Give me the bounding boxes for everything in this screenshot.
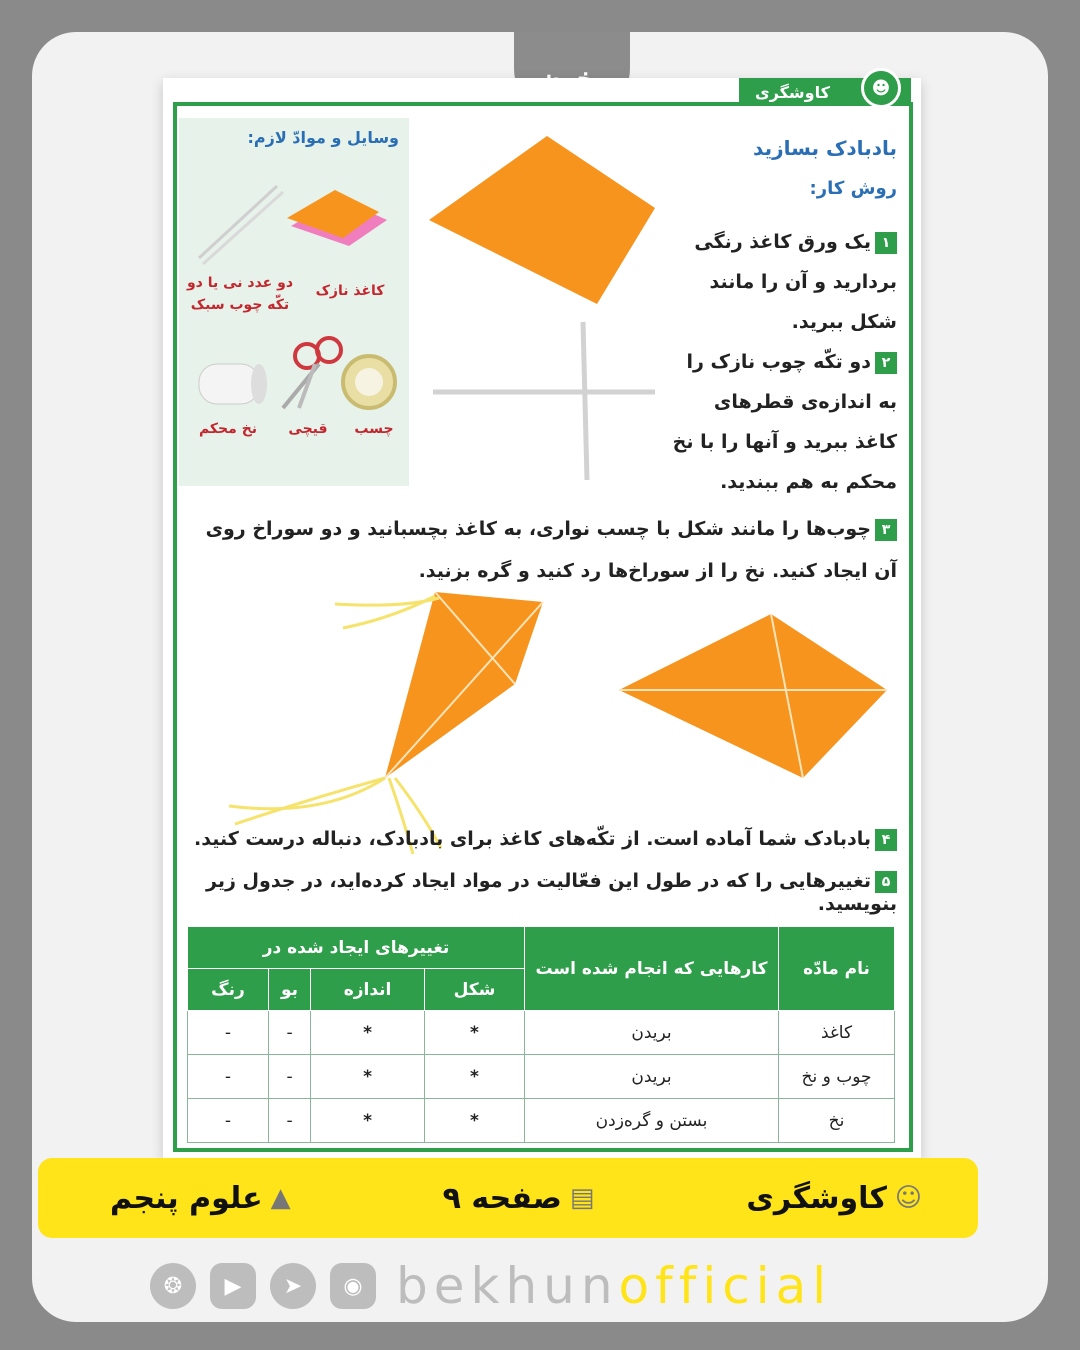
cell-size: * — [311, 1099, 425, 1143]
cell-action: بریدن — [525, 1011, 779, 1055]
step-5-text: تغییرهایی را که در طول این فعّالیت در مواد ایجاد کرده‌اید، در جدول زیر بنویسید. — [206, 870, 897, 915]
cell-size: * — [311, 1011, 425, 1055]
textbook-page — [163, 78, 921, 1158]
thread-spool-icon — [199, 364, 259, 404]
film-reel-icon[interactable]: ❂ — [150, 1263, 196, 1309]
info-subject-label: علوم پنجم — [110, 1180, 263, 1216]
page-border-bottom — [173, 1148, 911, 1152]
materials-title: وسایل و موادّ لازم: — [247, 128, 399, 147]
step-3-text: چوب‌ها را مانند شکل با چسب نواری، به کاغذ بچسبانید و دو سوراخ روی آن ایجاد کنید. نخ را از سوراخ‌ها رد کنید و گره بزنید. — [205, 518, 897, 582]
step-2-number: ۲ — [875, 352, 897, 374]
step-3 — [177, 508, 897, 592]
kite-paper-shape — [429, 136, 655, 304]
activity-title: بادبادک بسازید — [753, 136, 897, 160]
straw-icon — [199, 186, 277, 258]
info-bar — [38, 1158, 978, 1238]
header-smell: بو — [268, 969, 310, 1011]
telegram-icon[interactable]: ➤ — [270, 1263, 316, 1309]
materials-box — [179, 118, 409, 486]
cell-smell: - — [268, 1099, 310, 1143]
kite-string — [335, 598, 439, 605]
table-row — [188, 1099, 895, 1143]
info-page — [443, 1181, 595, 1216]
info-subject — [110, 1181, 291, 1216]
header-shape: شکل — [424, 969, 524, 1011]
scientist-icon: ☻ — [861, 68, 901, 108]
header-actions: کارهایی که انجام شده است — [525, 927, 779, 1011]
header-changes: تغییرهای ایجاد شده در — [188, 927, 525, 969]
cell-shape: * — [424, 1055, 524, 1099]
step-2-text: دو تکّه چوب نازک را به اندازه‌ی قطرهای کاغذ ببرید و آنها را با نخ محکم به هم ببندید. — [672, 351, 897, 493]
scientist-icon: ☺ — [894, 1183, 922, 1213]
step-4-text: بادبادک شما آماده است. از تکّه‌های کاغذ برای بادبادک، دنباله درست کنید. — [194, 828, 871, 850]
section-tab — [739, 78, 911, 106]
brand-name-part2: official — [618, 1257, 833, 1315]
step-1 — [667, 222, 897, 342]
info-page-label: صفحه ۹ — [442, 1180, 562, 1216]
label-paper: کاغذ نازک — [315, 283, 385, 299]
finished-kite — [385, 592, 543, 778]
cell-material: نخ — [779, 1099, 895, 1143]
cell-shape: * — [424, 1099, 524, 1143]
method-heading: روش کار: — [809, 178, 897, 199]
step-5-number: ۵ — [875, 871, 897, 893]
label-glue: چسب — [354, 421, 394, 437]
brand-name — [396, 1257, 832, 1315]
table-row — [188, 1055, 895, 1099]
brand-name-part1: bekhun — [396, 1257, 619, 1315]
cell-size: * — [311, 1055, 425, 1099]
table-row — [188, 1011, 895, 1055]
step-2 — [667, 342, 897, 502]
footer — [150, 1256, 910, 1316]
cell-color: - — [188, 1055, 269, 1099]
section-tab-label: کاوشگری — [755, 82, 830, 102]
kite-tail — [235, 778, 385, 824]
step-5 — [177, 870, 897, 915]
cell-shape: * — [424, 1011, 524, 1055]
header-color: رنگ — [188, 969, 269, 1011]
step-1-number: ۱ — [875, 232, 897, 254]
label-thread: نخ محکم — [198, 421, 258, 437]
cell-action: بستن و گره‌زدن — [525, 1099, 779, 1143]
step-4-number: ۴ — [875, 829, 897, 851]
graduation-cap-icon: ▲ — [270, 1183, 291, 1213]
info-section-label: کاوشگری — [746, 1180, 887, 1216]
cell-material: کاغذ — [779, 1011, 895, 1055]
cell-smell: - — [268, 1011, 310, 1055]
page-border-right — [909, 102, 913, 1152]
book-icon: ▤ — [569, 1183, 595, 1213]
header-size: اندازه — [311, 969, 425, 1011]
cell-material: چوب و نخ — [779, 1055, 895, 1099]
cell-color: - — [188, 1099, 269, 1143]
label-sticks: دو عدد نی یا دو تکّه چوب سبک — [186, 275, 294, 314]
cell-color: - — [188, 1011, 269, 1055]
changes-table — [187, 926, 895, 1143]
info-section — [746, 1181, 922, 1216]
cell-action: بریدن — [525, 1055, 779, 1099]
step-1-text: یک ورق کاغذ رنگی بردارید و آن را مانند شکل ببرید. — [694, 231, 897, 333]
label-scissors: قیچی — [288, 421, 328, 437]
kite-with-sticks — [619, 614, 887, 778]
step-4 — [177, 828, 897, 851]
youtube-icon[interactable]: ▶ — [210, 1263, 256, 1309]
page-border-left — [173, 102, 177, 1152]
header-material: نام مادّه — [779, 927, 895, 1011]
cell-smell: - — [268, 1055, 310, 1099]
instagram-icon[interactable]: ◉ — [330, 1263, 376, 1309]
step-3-number: ۳ — [875, 519, 897, 541]
